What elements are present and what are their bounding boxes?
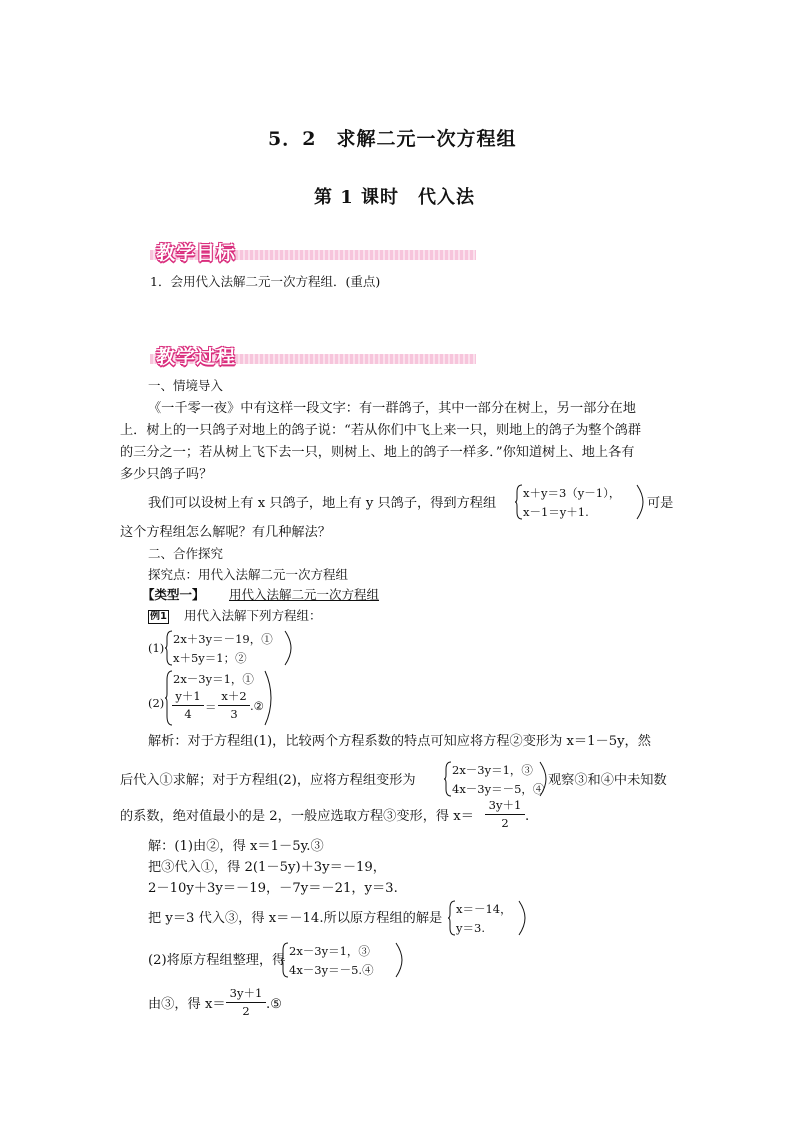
intro-para2-start: 我们可以设树上有 x 只鸽子，地上有 y 只鸽子，得到方程组 [148, 496, 497, 511]
goal-item-1: 1．会用代入法解二元一次方程组．(重点) [150, 274, 381, 289]
problem-2-label: (2) [148, 696, 165, 710]
analysis-system-eq1: 2x－3y＝1，③ [452, 763, 533, 777]
problem-1-eq2: x＋5y＝1；② [173, 651, 247, 665]
page-title: 5．2 求解二元一次方程组 [268, 128, 517, 150]
process-banner [150, 342, 476, 368]
right-paren-icon [284, 630, 292, 666]
process-banner-label: 教学过程 [156, 346, 237, 368]
type-title: 用代入法解二元一次方程组 [229, 587, 380, 602]
intro-para-line-4: 多少只鸽子吗？ [120, 467, 213, 482]
lesson-subtitle: 第 1 课时 代入法 [314, 187, 476, 208]
fraction-denominator: 3 [230, 707, 238, 721]
solution-step-6-start: 由③，得 x＝ [148, 997, 226, 1012]
intro-para-line-3: 的三分之一；若从树上飞下去一只，则树上、地上的鸽子一样多．”你知道树上、地上各有 [120, 445, 635, 460]
right-paren-icon [636, 484, 644, 520]
analysis-line-2-start: 后代入①求解；对于方程组(2)，应将方程组变形为 [120, 773, 416, 788]
right-paren-icon [264, 670, 272, 726]
left-brace-icon [165, 630, 173, 666]
right-paren-icon [539, 761, 547, 797]
solution-system-eq1: 2x－3y＝1，③ [289, 944, 370, 958]
solution-step-2: 把③代入①，得 2(1－5y)＋3y＝－19， [148, 860, 386, 875]
fraction-bar [218, 705, 250, 706]
solution-fraction [226, 985, 266, 1018]
intro-para2-end: 可是 [647, 496, 674, 511]
intro-para-line-2: 上．树上的一只鸽子对地上的鸽子说：“若从你们中飞上来一只，则地上的鸽子为整个鸽群 [120, 423, 642, 438]
fraction-numerator: 3y＋1 [488, 798, 522, 812]
analysis-fraction [485, 797, 525, 830]
analysis-system-eq2: 4x－3y＝－5，④ [452, 782, 545, 796]
solution-system-eq2: 4x－3y＝－5.④ [289, 963, 374, 977]
left-brace-icon [515, 484, 523, 520]
fraction-numerator: y＋1 [175, 689, 201, 703]
analysis-line-3-start: 的系数，绝对值最小的是 2，一般应选取方程③变形，得 x＝ [120, 809, 474, 824]
problem-2-eq1: 2x－3y＝1，① [173, 672, 254, 686]
problem-2-fraction-2 [218, 688, 250, 721]
solution-step-3: 2－10y＋3y＝－19，－7y＝－21，y＝3. [148, 881, 398, 896]
left-brace-icon [448, 900, 456, 936]
example-badge: 例1 [150, 611, 167, 622]
example-text: 用代入法解下列方程组： [184, 608, 322, 623]
right-paren-icon [518, 900, 526, 936]
fraction-bar [226, 1002, 266, 1003]
fraction-bar [485, 814, 525, 815]
problem-2-equals: ＝ [205, 700, 217, 714]
solution-result-x: x＝－14， [456, 902, 512, 916]
intro-system-eq1: x＋y＝3（y－1）， [523, 486, 621, 500]
fraction-denominator: 2 [242, 1004, 250, 1018]
left-brace-icon [281, 942, 289, 978]
problem-2-end: .② [250, 699, 264, 713]
fraction-bar [172, 705, 204, 706]
solution-step-6-end: .⑤ [266, 997, 283, 1012]
goals-banner-label: 教学目标 [156, 242, 237, 264]
problem-2-fraction-1 [172, 688, 204, 721]
fraction-denominator: 4 [184, 707, 192, 721]
explore-point: 探究点：用代入法解二元一次方程组 [148, 567, 349, 582]
right-paren-icon [395, 942, 403, 978]
intro-system-eq2: x－1＝y＋1. [523, 505, 589, 519]
analysis-line-1: 解析：对于方程组(1)，比较两个方程系数的特点可知应将方程②变形为 x＝1－5y，然 [148, 734, 651, 749]
intro-heading: 一、情境导入 [148, 378, 224, 393]
goals-banner [150, 238, 476, 264]
problem-1-label: (1) [148, 641, 165, 655]
intro-para-line-1: 《一千零一夜》中有这样一段文字：有一群鸽子，其中一部分在树上，另一部分在地 [148, 401, 636, 416]
problem-1-eq1: 2x＋3y＝－19，① [173, 632, 273, 646]
left-brace-icon [444, 761, 452, 797]
fraction-numerator: 3y＋1 [229, 986, 263, 1000]
analysis-line-3-end: . [525, 809, 530, 824]
analysis-line-2-end: 观察③和④中未知数 [548, 773, 667, 788]
fraction-denominator: 2 [501, 816, 509, 830]
explore-heading: 二、合作探究 [148, 546, 224, 561]
solution-step-4-start: 把 y＝3 代入③，得 x＝－14.所以原方程组的解是 [148, 911, 443, 926]
fraction-numerator: x＋2 [221, 689, 247, 703]
intro-para2-line2: 这个方程组怎么解呢？有几种解法？ [120, 525, 331, 540]
type-label: 【类型一】 [142, 587, 205, 602]
solution-result-y: y＝3. [456, 921, 485, 935]
solution-step-1: 解：(1)由②，得 x＝1－5y.③ [148, 839, 324, 854]
solution-step-5-start: (2)将原方程组整理，得 [148, 953, 286, 968]
